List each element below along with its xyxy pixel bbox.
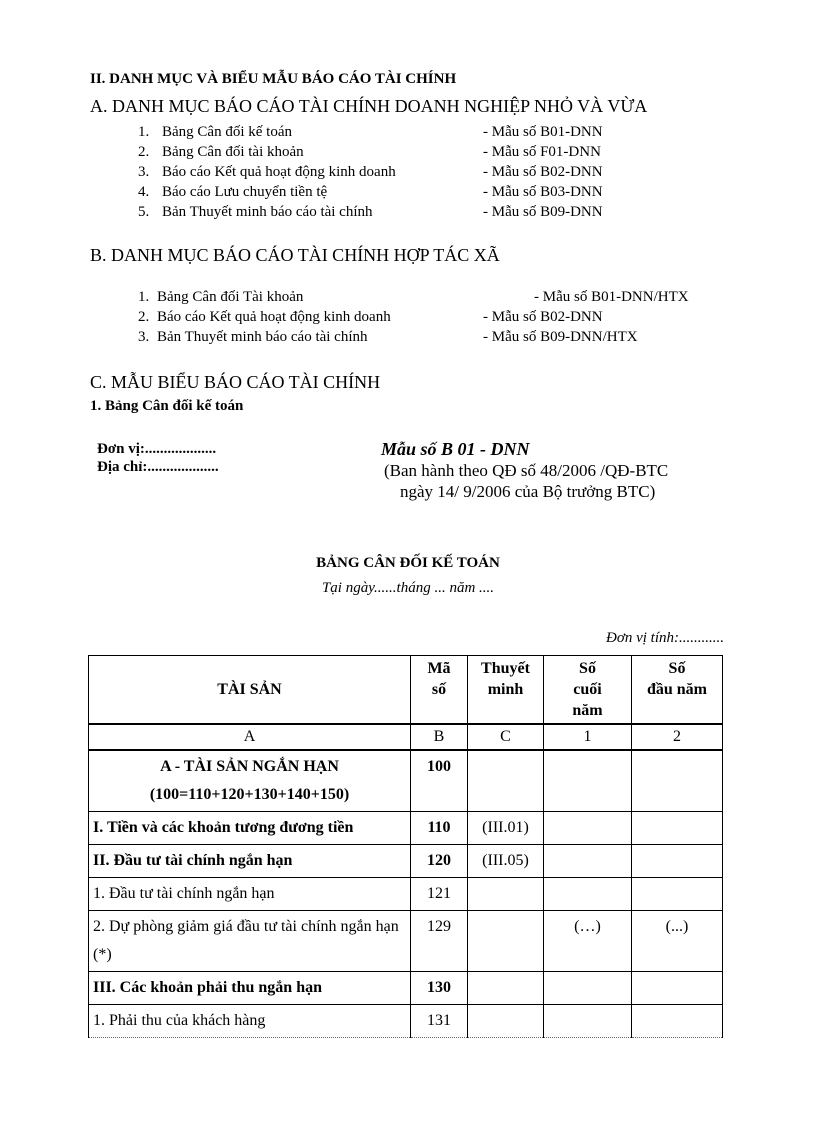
header-beginning-of-year: Số đầu năm [632, 656, 723, 725]
column-label: 2 [632, 724, 723, 750]
list-item-number: 2. [138, 144, 150, 160]
part-c-title: C. MẪU BIỂU BÁO CÁO TÀI CHÍNH [90, 372, 381, 392]
row-end-value [544, 1005, 632, 1038]
list-item-form: - Mẫu số B01-DNN/HTX [534, 289, 689, 305]
table-row [89, 1005, 723, 1038]
list-item-form: - Mẫu số B01-DNN [483, 124, 603, 140]
list-item-name: Bản Thuyết minh báo cáo tài chính [162, 204, 373, 220]
row-begin-value [632, 845, 723, 878]
row-name: II. Đầu tư tài chính ngắn hạn [89, 845, 411, 878]
list-item-name: Báo cáo Kết quả hoạt động kinh doanh [157, 309, 391, 325]
row-name: A - TÀI SẢN NGẮN HẠN (100=110+120+130+140+150) [89, 750, 411, 812]
list-item-number: 2. [138, 309, 150, 325]
list-item-form: - Mẫu số B02-DNN [483, 309, 603, 325]
list-item-form: - Mẫu số B03-DNN [483, 184, 603, 200]
row-note [468, 972, 544, 1005]
table-row [89, 911, 723, 972]
part-c-subtitle: 1. Bảng Cân đối kế toán [90, 398, 244, 414]
list-item-form: - Mẫu số B02-DNN [483, 164, 603, 180]
row-code: 121 [411, 878, 468, 911]
row-code: 100 [411, 750, 468, 812]
row-end-value [544, 845, 632, 878]
list-item-form: - Mẫu số B09-DNN [483, 204, 603, 220]
header-end-of-year: Số cuối năm [544, 656, 632, 725]
row-code: 120 [411, 845, 468, 878]
row-code: 130 [411, 972, 468, 1005]
list-item-name: Bảng Cân đối kế toán [162, 124, 292, 140]
row-name: 1. Đầu tư tài chính ngắn hạn [89, 878, 411, 911]
list-item-name: Bảng Cân đối Tài khoản [157, 289, 304, 305]
row-begin-value [632, 1005, 723, 1038]
row-code: 129 [411, 911, 468, 972]
report-date-line: Tại ngày......tháng ... năm .... [321, 580, 495, 596]
section-title: II. DANH MỤC VÀ BIỂU MẪU BÁO CÁO TÀI CHÍNH [90, 71, 457, 87]
row-note [468, 1005, 544, 1038]
list-item-number: 3. [138, 329, 150, 345]
table-row [89, 750, 723, 812]
currency-unit: Đơn vị tính:............ [606, 630, 724, 646]
row-begin-value [632, 812, 723, 845]
row-note [468, 878, 544, 911]
list-item-name: Báo cáo Lưu chuyển tiền tệ [162, 184, 328, 200]
header-code: Mã số [411, 656, 468, 725]
address-field: Địa chỉ:................... [97, 459, 219, 475]
issued-date: ngày 14/ 9/2006 của Bộ trưởng BTC) [400, 482, 656, 501]
row-note: (III.01) [468, 812, 544, 845]
form-code: Mẫu số B 01 - DNN [381, 439, 530, 459]
column-label: C [468, 724, 544, 750]
issued-by: (Ban hành theo QĐ số 48/2006 /QĐ-BTC [384, 461, 669, 480]
list-item-form: - Mẫu số F01-DNN [483, 144, 601, 160]
table-column-label-row [89, 724, 723, 750]
row-end-value [544, 812, 632, 845]
list-item-number: 3. [138, 164, 150, 180]
row-code: 110 [411, 812, 468, 845]
list-item-form: - Mẫu số B09-DNN/HTX [483, 329, 638, 345]
row-begin-value [632, 972, 723, 1005]
list-item-number: 4. [138, 184, 150, 200]
row-end-value [544, 878, 632, 911]
row-code: 131 [411, 1005, 468, 1038]
row-end-value [544, 972, 632, 1005]
row-name: I. Tiền và các khoản tương đương tiền [89, 812, 411, 845]
row-end-value [544, 750, 632, 812]
table-row [89, 878, 723, 911]
unit-field: Đơn vị:................... [97, 441, 217, 457]
part-a-title: A. DANH MỤC BÁO CÁO TÀI CHÍNH DOANH NGHIỆP NHỎ VÀ VỪA [90, 96, 648, 116]
column-label: A [89, 724, 411, 750]
column-label: B [411, 724, 468, 750]
row-begin-value: (...) [632, 911, 723, 972]
column-label: 1 [544, 724, 632, 750]
table-header-row [89, 656, 723, 725]
row-end-value: (…) [544, 911, 632, 972]
table-row [89, 812, 723, 845]
list-item-number: 5. [138, 204, 150, 220]
row-begin-value [632, 878, 723, 911]
table-row [89, 845, 723, 878]
list-item-name: Bảng Cân đối tài khoản [162, 144, 304, 160]
row-note [468, 911, 544, 972]
row-begin-value [632, 750, 723, 812]
row-name: 2. Dự phòng giảm giá đầu tư tài chính ngắn hạn (*) [89, 911, 411, 972]
table-row [89, 972, 723, 1005]
header-assets: TÀI SẢN [89, 656, 411, 725]
header-note: Thuyết minh [468, 656, 544, 725]
balance-sheet-table [88, 655, 723, 1038]
row-name: III. Các khoản phải thu ngắn hạn [89, 972, 411, 1005]
row-name: 1. Phải thu của khách hàng [89, 1005, 411, 1038]
list-item-number: 1. [138, 289, 150, 305]
list-item-name: Bản Thuyết minh báo cáo tài chính [157, 329, 368, 345]
list-item-name: Báo cáo Kết quả hoạt động kinh doanh [162, 164, 396, 180]
part-b-title: B. DANH MỤC BÁO CÁO TÀI CHÍNH HỢP TÁC XÃ [90, 245, 500, 265]
row-note [468, 750, 544, 812]
list-item-number: 1. [138, 124, 150, 140]
row-note: (III.05) [468, 845, 544, 878]
report-title: BẢNG CÂN ĐỐI KẾ TOÁN [316, 555, 500, 571]
